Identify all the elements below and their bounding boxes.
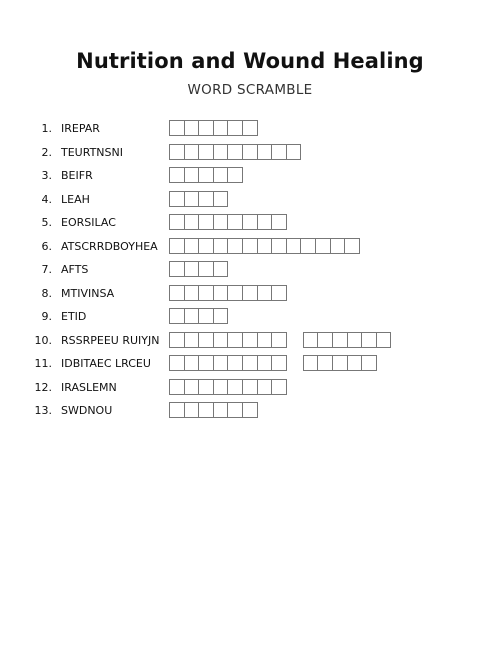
letter-box[interactable] xyxy=(169,355,185,371)
letter-box[interactable] xyxy=(169,238,185,254)
item-number: 1. xyxy=(41,122,52,135)
letter-box[interactable] xyxy=(347,332,363,348)
letter-box[interactable] xyxy=(286,144,302,160)
item-number: 2. xyxy=(41,145,52,159)
item-number: 12. xyxy=(34,380,52,394)
scramble-row xyxy=(0,354,500,378)
letter-box[interactable] xyxy=(317,355,333,371)
letter-box[interactable] xyxy=(271,332,287,348)
letter-box[interactable] xyxy=(198,285,214,301)
scramble-row xyxy=(0,260,500,284)
letter-box[interactable] xyxy=(184,355,200,371)
letter-box[interactable] xyxy=(213,120,229,136)
letter-box[interactable] xyxy=(227,332,243,348)
letter-box[interactable] xyxy=(198,120,214,136)
letter-box[interactable] xyxy=(257,332,273,348)
letter-box[interactable] xyxy=(242,332,258,348)
answer-word-group xyxy=(169,402,258,418)
answer-boxes xyxy=(169,402,274,418)
letter-box[interactable] xyxy=(169,120,185,136)
letter-box[interactable] xyxy=(257,144,273,160)
letter-box[interactable] xyxy=(184,120,200,136)
answer-word-group xyxy=(303,332,392,348)
answer-word-group xyxy=(169,355,287,371)
scramble-row xyxy=(0,237,500,261)
letter-box[interactable] xyxy=(271,355,287,371)
word-scramble-list xyxy=(0,119,500,425)
page-subtitle: WORD SCRAMBLE xyxy=(187,82,313,98)
letter-box[interactable] xyxy=(242,379,258,395)
letter-box[interactable] xyxy=(242,214,258,230)
letter-box[interactable] xyxy=(257,214,273,230)
letter-box[interactable] xyxy=(257,238,273,254)
letter-box[interactable] xyxy=(303,355,319,371)
answer-boxes xyxy=(169,355,393,371)
letter-box[interactable] xyxy=(169,308,185,324)
letter-box[interactable] xyxy=(257,355,273,371)
letter-box[interactable] xyxy=(213,191,229,207)
letter-box[interactable] xyxy=(271,214,287,230)
answer-boxes xyxy=(169,214,303,230)
answer-boxes xyxy=(169,144,317,160)
scrambled-word: LEAH xyxy=(61,192,90,206)
letter-box[interactable] xyxy=(184,308,200,324)
answer-boxes xyxy=(169,120,274,136)
answer-word-group xyxy=(169,191,228,207)
letter-box[interactable] xyxy=(344,238,360,254)
scrambled-word: IREPAR xyxy=(61,122,100,135)
letter-box[interactable] xyxy=(227,120,243,136)
letter-box[interactable] xyxy=(271,144,287,160)
letter-box[interactable] xyxy=(198,308,214,324)
letter-box[interactable] xyxy=(227,238,243,254)
scrambled-word: TEURTNSNI xyxy=(61,145,123,159)
letter-box[interactable] xyxy=(227,144,243,160)
letter-box[interactable] xyxy=(198,332,214,348)
letter-box[interactable] xyxy=(198,402,214,418)
letter-box[interactable] xyxy=(227,285,243,301)
letter-box[interactable] xyxy=(184,167,200,183)
item-number: 9. xyxy=(41,310,52,323)
letter-box[interactable] xyxy=(169,285,185,301)
letter-box[interactable] xyxy=(198,261,214,277)
scramble-row xyxy=(0,307,500,331)
letter-box[interactable] xyxy=(169,379,185,395)
scrambled-word: MTIVINSA xyxy=(61,286,115,300)
letter-box[interactable] xyxy=(271,238,287,254)
letter-box[interactable] xyxy=(213,285,229,301)
letter-box[interactable] xyxy=(242,238,258,254)
letter-box[interactable] xyxy=(227,379,243,395)
letter-box[interactable] xyxy=(286,238,302,254)
answer-boxes xyxy=(169,285,303,301)
answer-boxes xyxy=(169,191,244,207)
answer-word-group xyxy=(169,285,287,301)
item-number: 11. xyxy=(34,357,52,370)
letter-box[interactable] xyxy=(184,285,200,301)
letter-box[interactable] xyxy=(184,214,200,230)
letter-box[interactable] xyxy=(242,355,258,371)
scrambled-word: SWDNOU xyxy=(61,404,113,417)
letter-box[interactable] xyxy=(332,355,348,371)
letter-box[interactable] xyxy=(213,214,229,230)
letter-box[interactable] xyxy=(300,238,316,254)
letter-box[interactable] xyxy=(169,144,185,160)
letter-box[interactable] xyxy=(242,402,258,418)
letter-box[interactable] xyxy=(213,144,229,160)
scramble-row xyxy=(0,143,500,167)
scrambled-word: AFTS xyxy=(61,263,89,276)
letter-box[interactable] xyxy=(242,144,258,160)
letter-box[interactable] xyxy=(169,261,185,277)
answer-boxes xyxy=(169,379,303,395)
letter-box[interactable] xyxy=(213,167,229,183)
letter-box[interactable] xyxy=(169,332,185,348)
letter-box[interactable] xyxy=(213,332,229,348)
letter-box[interactable] xyxy=(242,120,258,136)
item-number: 5. xyxy=(41,216,52,229)
answer-boxes xyxy=(169,261,244,277)
letter-box[interactable] xyxy=(303,332,319,348)
letter-box[interactable] xyxy=(227,355,243,371)
item-number: 3. xyxy=(41,169,52,182)
answer-word-group xyxy=(169,167,243,183)
letter-box[interactable] xyxy=(213,238,229,254)
letter-box[interactable] xyxy=(213,308,229,324)
letter-box[interactable] xyxy=(184,379,200,395)
letter-box[interactable] xyxy=(198,191,214,207)
answer-word-group xyxy=(169,332,287,348)
answer-word-group xyxy=(169,379,287,395)
scramble-row xyxy=(0,190,500,214)
letter-box[interactable] xyxy=(347,355,363,371)
scramble-row xyxy=(0,284,500,308)
letter-box[interactable] xyxy=(213,402,229,418)
answer-word-group xyxy=(169,238,360,254)
answer-boxes xyxy=(169,308,244,324)
answer-word-group xyxy=(303,355,377,371)
letter-box[interactable] xyxy=(184,191,200,207)
letter-box[interactable] xyxy=(213,261,229,277)
answer-word-group xyxy=(169,261,228,277)
answer-word-group xyxy=(169,214,287,230)
letter-box[interactable] xyxy=(169,191,185,207)
scramble-row xyxy=(0,401,500,425)
scramble-row xyxy=(0,378,500,402)
letter-box[interactable] xyxy=(198,238,214,254)
letter-box[interactable] xyxy=(271,379,287,395)
answer-word-group xyxy=(169,120,258,136)
scrambled-word: ATSCRRDBOYHEA xyxy=(61,239,158,253)
letter-box[interactable] xyxy=(198,379,214,395)
letter-box[interactable] xyxy=(169,402,185,418)
scramble-row xyxy=(0,213,500,237)
letter-box[interactable] xyxy=(184,332,200,348)
letter-box[interactable] xyxy=(361,332,377,348)
scrambled-word: BEIFR xyxy=(61,169,93,182)
letter-box[interactable] xyxy=(184,402,200,418)
letter-box[interactable] xyxy=(271,285,287,301)
letter-box[interactable] xyxy=(198,355,214,371)
letter-box[interactable] xyxy=(361,355,377,371)
letter-box[interactable] xyxy=(169,167,185,183)
scramble-row xyxy=(0,166,500,190)
letter-box[interactable] xyxy=(213,355,229,371)
answer-word-group xyxy=(169,308,228,324)
letter-box[interactable] xyxy=(198,144,214,160)
letter-box[interactable] xyxy=(317,332,333,348)
page-title: Nutrition and Wound Healing xyxy=(76,49,424,73)
scrambled-word: ETID xyxy=(61,310,87,323)
letter-box[interactable] xyxy=(184,144,200,160)
letter-box[interactable] xyxy=(227,167,243,183)
scramble-row xyxy=(0,331,500,355)
scrambled-word: IDBITAEC LRCEU xyxy=(61,357,151,370)
answer-boxes xyxy=(169,238,376,254)
letter-box[interactable] xyxy=(213,379,229,395)
item-number: 8. xyxy=(41,286,52,300)
answer-boxes xyxy=(169,167,259,183)
letter-box[interactable] xyxy=(198,167,214,183)
item-number: 6. xyxy=(41,239,52,253)
answer-boxes xyxy=(169,332,407,348)
letter-box[interactable] xyxy=(227,402,243,418)
letter-box[interactable] xyxy=(198,214,214,230)
answer-word-group xyxy=(169,144,301,160)
scrambled-word: RSSRPEEU RUIYJN xyxy=(61,333,160,347)
scramble-row xyxy=(0,119,500,143)
letter-box[interactable] xyxy=(257,285,273,301)
letter-box[interactable] xyxy=(227,214,243,230)
letter-box[interactable] xyxy=(257,379,273,395)
letter-box[interactable] xyxy=(332,332,348,348)
letter-box[interactable] xyxy=(184,238,200,254)
item-number: 10. xyxy=(34,333,52,347)
item-number: 13. xyxy=(34,404,52,417)
item-number: 4. xyxy=(41,192,52,206)
letter-box[interactable] xyxy=(376,332,392,348)
letter-box[interactable] xyxy=(330,238,346,254)
letter-box[interactable] xyxy=(169,214,185,230)
scrambled-word: IRASLEMN xyxy=(61,380,117,394)
scrambled-word: EORSILAC xyxy=(61,216,116,229)
letter-box[interactable] xyxy=(242,285,258,301)
letter-box[interactable] xyxy=(315,238,331,254)
letter-box[interactable] xyxy=(184,261,200,277)
item-number: 7. xyxy=(41,263,52,276)
